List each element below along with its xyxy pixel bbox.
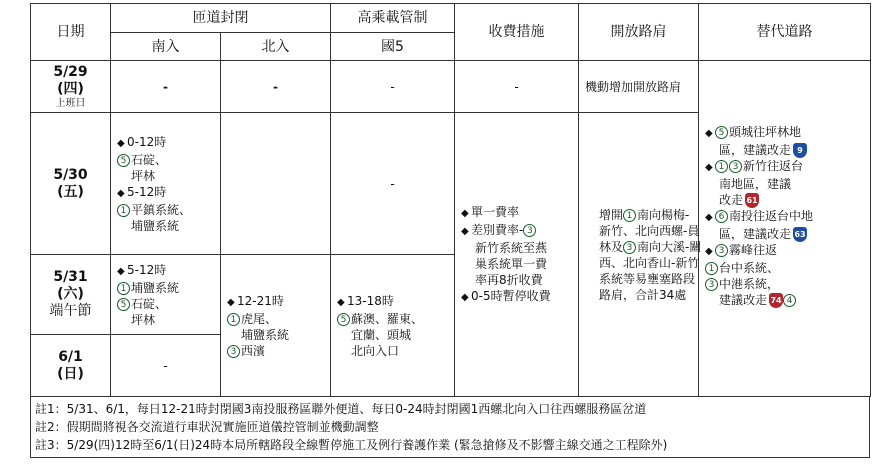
- line-text: 新竹、北向西螺-員: [599, 223, 700, 238]
- list-line: [117, 262, 216, 280]
- line-text: 改走: [719, 193, 744, 207]
- line-text: 巢系統單一費: [475, 256, 548, 271]
- list-line: [117, 312, 216, 328]
- list-line: [461, 272, 574, 288]
- list-line: [585, 223, 700, 239]
- list-line: [337, 311, 450, 327]
- freeway-3-icon: 3: [729, 160, 742, 173]
- shoulder-list: [585, 207, 702, 303]
- freeway-3-icon: 3: [705, 278, 718, 291]
- date-note: 端午節: [49, 303, 92, 319]
- line-text: 霧峰往返: [729, 243, 778, 257]
- list-line: [585, 207, 694, 223]
- header-hov-route: 國5: [331, 33, 455, 61]
- header-northbound: 北入: [221, 33, 331, 61]
- freeway-3-icon: 3: [715, 244, 728, 257]
- freeway-3-icon: 3: [623, 241, 636, 254]
- list-line: [461, 288, 574, 306]
- weekday-value: (五): [57, 183, 84, 200]
- list-line: [461, 256, 574, 272]
- bullet-icon: ◆: [705, 128, 713, 139]
- list-line: [705, 292, 866, 308]
- weekday-value: (日): [57, 365, 84, 382]
- shoulder-cell: 機動增加開放路肩: [579, 61, 699, 113]
- line-text: 台中系統、: [719, 261, 780, 275]
- bullet-icon: ◆: [705, 246, 713, 257]
- line-text: 5-12時: [127, 184, 167, 199]
- list-line: [585, 287, 694, 303]
- bullet-icon: ◆: [461, 291, 469, 303]
- freeway-5-icon: 5: [337, 313, 350, 326]
- hov-cell: [331, 255, 455, 397]
- date-value: 5/29: [53, 63, 88, 80]
- list-line: [461, 204, 574, 222]
- line-text: 南地區，建議: [719, 177, 792, 191]
- list-line: [337, 327, 450, 343]
- freeway-1-icon: 1: [715, 160, 728, 173]
- traffic-measures-table: [30, 3, 871, 397]
- alternate-list: [705, 124, 866, 308]
- bullet-icon: ◆: [117, 187, 125, 199]
- freeway-5-icon: 5: [117, 298, 130, 311]
- alternate-cell: [699, 61, 871, 397]
- date-value: 5/31: [53, 269, 88, 285]
- line-text: 系統等易壅塞路段: [599, 271, 696, 286]
- line-text: 石碇、: [131, 296, 168, 311]
- line-text: 差別費率-: [471, 222, 524, 237]
- list-line: [117, 296, 216, 312]
- bullet-icon: ◆: [461, 225, 469, 237]
- bullet-icon: ◆: [705, 212, 713, 223]
- freeway-1-icon: 1: [117, 204, 130, 217]
- list-line: [227, 343, 326, 359]
- hov-cell: -: [331, 61, 455, 113]
- list-line: [227, 327, 326, 343]
- list-line: [337, 343, 450, 359]
- line-text: 北向入口: [351, 343, 400, 358]
- bullet-icon: ◆: [461, 207, 469, 219]
- header-ramp-closure: 匝道封閉: [111, 4, 331, 33]
- list-line: [117, 168, 216, 184]
- date-value: 5/30: [53, 166, 88, 183]
- bullet-icon: ◆: [117, 137, 125, 149]
- list-line: [705, 192, 866, 208]
- shoulder-cell: [579, 113, 702, 397]
- list-line: [705, 142, 866, 158]
- south-cell: [111, 113, 221, 255]
- list-line: [117, 134, 216, 152]
- list-line: [705, 276, 866, 292]
- weekday-value: (六): [57, 286, 84, 302]
- bullet-icon: ◆: [705, 162, 713, 173]
- list-line: [337, 293, 450, 311]
- highway-61-icon: 61: [745, 193, 759, 208]
- list-line: [461, 240, 574, 256]
- freeway-6-icon: 6: [715, 210, 728, 223]
- freeway-1-icon: 1: [705, 262, 718, 275]
- header-row-1: [31, 4, 871, 33]
- header-date: 日期: [31, 4, 111, 61]
- header-southbound: 南入: [111, 33, 221, 61]
- list-line: [117, 152, 216, 168]
- north-cell: -: [221, 61, 331, 113]
- freeway-3-icon: 3: [227, 345, 240, 358]
- line-text: 新竹系統至燕: [475, 240, 548, 255]
- line-text: 中港系統，: [719, 277, 780, 291]
- list-line: [705, 208, 866, 226]
- line-text: 蘇澳、羅東、: [351, 311, 424, 326]
- date-cell: [31, 255, 111, 335]
- bullet-icon: ◆: [227, 296, 235, 308]
- note-3: 註3：5/29(四)12時至6/1(日)24時本局所轄路段全線暫停施工及例行養護作業 (緊急搶修及不影響主線交通之工程除外): [35, 438, 668, 452]
- line-text: 埔鹽系統: [131, 280, 180, 295]
- line-text: 埔鹽系統: [131, 218, 180, 233]
- line-text: 西、北向香山-新竹: [599, 255, 700, 270]
- toll-cell: -: [455, 61, 579, 113]
- header-shoulder: 開放路肩: [579, 4, 699, 61]
- line-text: 坪林: [131, 312, 156, 327]
- line-text: 石碇、: [131, 152, 168, 167]
- line-text: 0-5時暫停收費: [471, 288, 551, 303]
- freeway-1-icon: 1: [227, 313, 240, 326]
- highway-74-icon: 74: [769, 293, 783, 308]
- header-hov: 高乘載管制: [331, 4, 455, 33]
- freeway-4-icon: 4: [783, 294, 796, 307]
- list-line: [461, 222, 574, 240]
- line-text: 宜蘭、頭城: [351, 327, 412, 342]
- line-text: 0-12時: [127, 134, 167, 149]
- list-line: [117, 218, 216, 234]
- note-2: 註2：假期間將視各交流道行車狀況實施匝道儀控管制並機動調整: [35, 420, 379, 434]
- line-text: 5-12時: [127, 262, 167, 277]
- freeway-5-icon: 5: [715, 126, 728, 139]
- freeway-1-icon: 1: [117, 282, 130, 295]
- traffic-measures-table-container: [30, 3, 870, 458]
- south-list: [117, 134, 216, 234]
- highway-63-icon: 63: [793, 227, 807, 242]
- date-cell: [31, 335, 111, 397]
- line-text: 區，建議改走: [719, 143, 792, 157]
- header-toll: 收費措施: [455, 4, 579, 61]
- line-text: 南向楊梅-: [637, 207, 690, 222]
- date-value: 6/1: [58, 348, 83, 365]
- freeway-3-icon: 3: [523, 224, 536, 237]
- line-text: 路肩，合計34處: [599, 287, 687, 302]
- list-line: [585, 271, 694, 287]
- notes-section: [30, 397, 870, 458]
- line-text: 頭城往坪林地: [729, 125, 802, 139]
- date-cell: [31, 61, 111, 113]
- list-line: [585, 255, 700, 271]
- line-text: 坪林: [131, 168, 156, 183]
- list-line: [227, 311, 326, 327]
- hov-list: [337, 293, 450, 359]
- line-text: 增開: [599, 207, 624, 222]
- south-list: [117, 262, 216, 328]
- list-line: [227, 293, 326, 311]
- date-note: 上班日: [55, 97, 86, 109]
- list-line: [117, 184, 216, 202]
- list-line: [705, 176, 866, 192]
- line-text: 率再8折收費: [475, 272, 543, 287]
- list-line: [117, 202, 216, 218]
- highway-9-icon: 9: [793, 143, 807, 158]
- south-cell: -: [111, 335, 221, 397]
- line-text: 區，建議改走: [719, 227, 792, 241]
- list-line: [705, 158, 866, 176]
- toll-cell: [455, 113, 579, 397]
- north-cell: [221, 255, 331, 397]
- list-line: [117, 280, 216, 296]
- line-text: 埔鹽系統: [241, 327, 290, 342]
- line-text: 13-18時: [347, 293, 394, 308]
- line-text: 虎尾、: [241, 311, 278, 326]
- south-cell: -: [111, 61, 221, 113]
- header-alternate: 替代道路: [699, 4, 871, 61]
- list-line: [705, 242, 866, 260]
- line-text: 南向大溪-關: [637, 239, 702, 254]
- line-text: 建議改走: [719, 293, 768, 307]
- hov-cell: -: [331, 113, 455, 255]
- line-text: 單一費率: [471, 204, 520, 219]
- line-text: 西濱: [241, 343, 266, 358]
- list-line: [705, 226, 866, 242]
- line-text: 12-21時: [237, 293, 284, 308]
- line-text: 林及: [599, 239, 624, 254]
- bullet-icon: ◆: [117, 265, 125, 277]
- list-line: [705, 260, 866, 276]
- list-line: [705, 124, 866, 142]
- bullet-icon: ◆: [337, 296, 345, 308]
- list-line: [585, 239, 702, 255]
- north-list: [227, 293, 326, 359]
- date-cell: [31, 113, 111, 255]
- north-cell-empty: [221, 113, 331, 255]
- freeway-5-icon: 5: [117, 154, 130, 167]
- south-cell: [111, 255, 221, 335]
- note-1: 註1：5/31、6/1，每日12-21時封閉國3南投服務區聯外便道、每日0-24時封閉國1西螺北向入口往西螺服務區岔道: [35, 402, 647, 416]
- row-0529: [31, 61, 871, 113]
- toll-list: [461, 204, 574, 306]
- line-text: 南投往返台中地: [729, 209, 814, 223]
- freeway-1-icon: 1: [623, 209, 636, 222]
- line-text: 平鎮系統、: [131, 202, 192, 217]
- weekday-value: (四): [57, 80, 84, 97]
- line-text: 新竹往返台: [743, 159, 804, 173]
